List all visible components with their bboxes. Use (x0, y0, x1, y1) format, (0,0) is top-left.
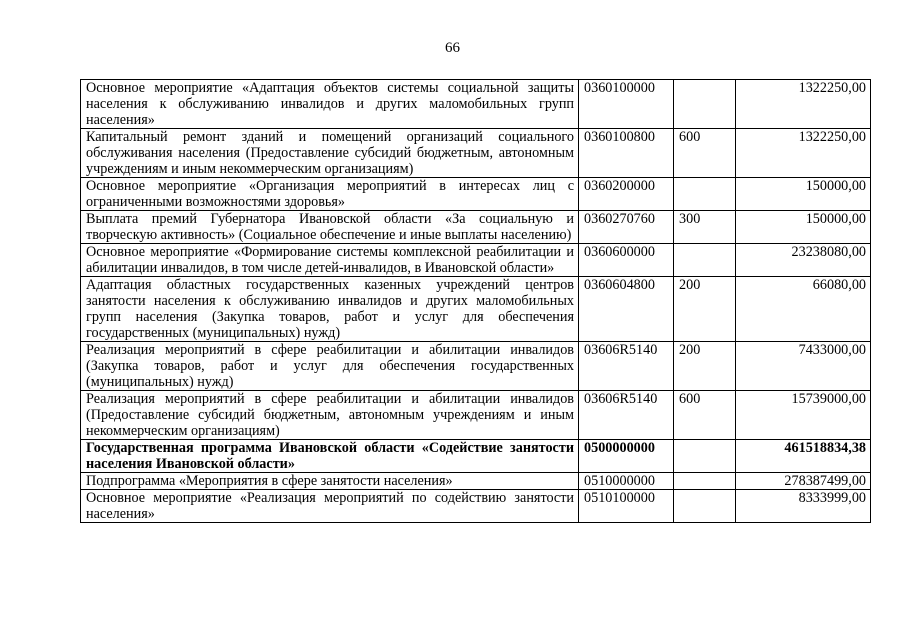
table-row (81, 244, 871, 277)
row-name: Основное мероприятие «Формирование системы комплексной реабилитации и абилитации инвалидов, в том числе детей-инвалидов, в Ивановской области» (81, 244, 579, 277)
budget-table (80, 79, 871, 523)
row-name: Реализация мероприятий в сфере реабилитации и абилитации инвалидов (Закупка товаров, работ и услуг для обеспечения государственных (муниципальных) нужд) (81, 342, 579, 391)
row-name: Выплата премий Губернатора Ивановской области «За социальную и творческую активность» (Социальное обеспечение и иные выплаты населению) (81, 211, 579, 244)
row-target-code: 0510100000 (579, 490, 674, 523)
table-row (81, 178, 871, 211)
row-amount: 15739000,00 (736, 391, 871, 440)
row-amount: 461518834,38 (736, 440, 871, 473)
row-expense-type: 600 (674, 391, 736, 440)
row-target-code: 0360200000 (579, 178, 674, 211)
row-amount: 1322250,00 (736, 80, 871, 129)
table-row (81, 473, 871, 490)
row-name: Основное мероприятие «Организация мероприятий в интересах лиц с ограниченными возможностями здоровья» (81, 178, 579, 211)
row-target-code: 03606R5140 (579, 391, 674, 440)
row-name: Основное мероприятие «Адаптация объектов системы социальной защиты населения к обслуживанию инвалидов и других маломобильных групп населения» (81, 80, 579, 129)
row-amount: 66080,00 (736, 277, 871, 342)
table-row (81, 277, 871, 342)
row-expense-type: 200 (674, 277, 736, 342)
row-name: Государственная программа Ивановской области «Содействие занятости населения Ивановской области» (81, 440, 579, 473)
table-row (81, 129, 871, 178)
table-row (81, 211, 871, 244)
row-target-code: 0360100000 (579, 80, 674, 129)
row-target-code: 0360270760 (579, 211, 674, 244)
row-target-code: 0510000000 (579, 473, 674, 490)
row-amount: 278387499,00 (736, 473, 871, 490)
row-expense-type: 300 (674, 211, 736, 244)
row-amount: 150000,00 (736, 211, 871, 244)
table-row (81, 80, 871, 129)
row-expense-type: 200 (674, 342, 736, 391)
row-target-code: 0360100800 (579, 129, 674, 178)
page-number: 66 (445, 40, 460, 56)
row-target-code: 0360600000 (579, 244, 674, 277)
row-amount: 7433000,00 (736, 342, 871, 391)
row-name: Адаптация областных государственных казенных учреждений центров занятости населения к обслуживанию инвалидов и других маломобильных групп населения (Закупка товаров, работ и услуг для обеспечения государственных (муниципальных) нужд) (81, 277, 579, 342)
table-row (81, 391, 871, 440)
table-row-program-total (81, 440, 871, 473)
row-expense-type (674, 440, 736, 473)
row-expense-type: 600 (674, 129, 736, 178)
row-expense-type (674, 178, 736, 211)
row-target-code: 03606R5140 (579, 342, 674, 391)
table-row (81, 342, 871, 391)
row-amount: 23238080,00 (736, 244, 871, 277)
row-amount: 1322250,00 (736, 129, 871, 178)
row-name: Подпрограмма «Мероприятия в сфере занятости населения» (81, 473, 579, 490)
table-row (81, 490, 871, 523)
row-expense-type (674, 490, 736, 523)
row-target-code: 0360604800 (579, 277, 674, 342)
row-expense-type (674, 473, 736, 490)
row-expense-type (674, 244, 736, 277)
row-amount: 150000,00 (736, 178, 871, 211)
row-target-code: 0500000000 (579, 440, 674, 473)
row-expense-type (674, 80, 736, 129)
row-amount: 8333999,00 (736, 490, 871, 523)
row-name: Капитальный ремонт зданий и помещений организаций социального обслуживания населения (Предоставление субсидий бюджетным, автономным учреждениям и иным некоммерческим организациям) (81, 129, 579, 178)
row-name: Реализация мероприятий в сфере реабилитации и абилитации инвалидов (Предоставление субсидий бюджетным, автономным учреждениям и иным некоммерческим организациям) (81, 391, 579, 440)
row-name: Основное мероприятие «Реализация мероприятий по содействию занятости населения» (81, 490, 579, 523)
